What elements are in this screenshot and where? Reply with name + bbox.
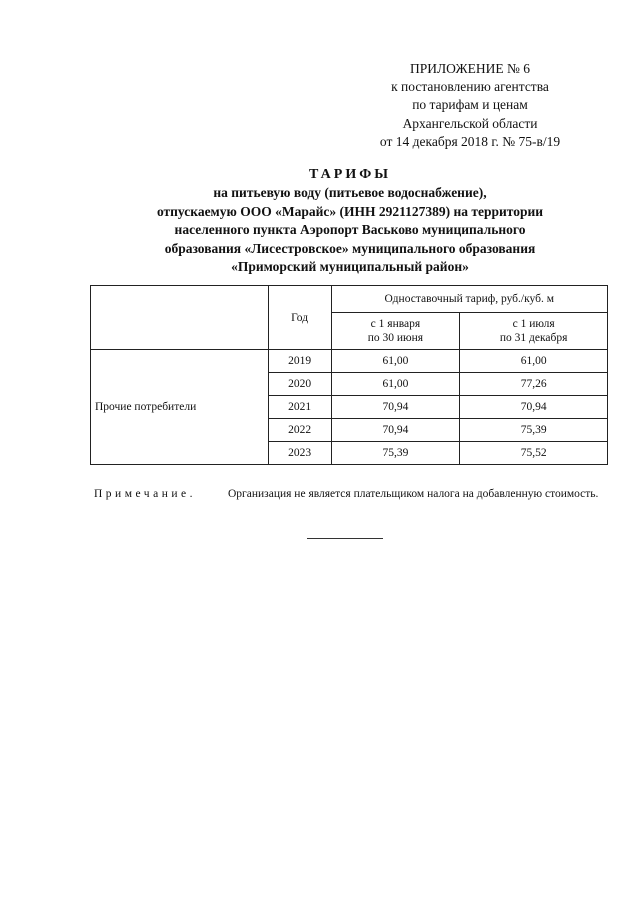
tariff-cell: 61,00 [460, 350, 608, 373]
period-end: по 31 декабря [499, 332, 568, 344]
tariff-cell: 75,39 [460, 419, 608, 442]
tariff-cell: 70,94 [331, 419, 460, 442]
tariff-cell: 77,26 [460, 373, 608, 396]
title-line: населенного пункта Аэропорт Васьково муниципального [174, 222, 526, 238]
tariff-header-cell: Одноставочный тариф, руб./куб. м [331, 286, 607, 313]
period-header-cell [460, 313, 608, 350]
consumer-cell: Прочие потребители [91, 350, 269, 465]
period-start: с 1 января [370, 318, 421, 330]
table-row [91, 350, 608, 373]
table-header-row [91, 286, 608, 313]
note-text: Организация не является плательщиком налога на добавленную стоимость. [228, 488, 599, 500]
tariff-cell: 70,94 [331, 396, 460, 419]
title-line: на питьевую воду (питьевое водоснабжение), [213, 185, 487, 201]
year-cell: 2019 [268, 350, 331, 373]
year-cell: 2022 [268, 419, 331, 442]
appendix-date-line: от 14 декабря 2018 г. № 75-в/19 [379, 133, 561, 149]
tariff-cell: 61,00 [331, 373, 460, 396]
closing-rule [307, 538, 383, 539]
title-line: отпускаемую ООО «Марайс» (ИНН 2921127389) на территории [156, 203, 544, 219]
appendix-number: ПРИЛОЖЕНИЕ № 6 [409, 61, 531, 76]
year-cell: 2021 [268, 396, 331, 419]
note-label: Примечание. [94, 488, 196, 500]
appendix-reference-line: к постановлению агентства [391, 79, 549, 95]
title-line: образования «Лисестровское» муниципального образования [164, 240, 536, 256]
tariff-table [90, 285, 608, 465]
appendix-reference-line: Архангельской области [402, 115, 538, 131]
tariff-cell: 75,39 [331, 442, 460, 465]
tariff-cell: 70,94 [460, 396, 608, 419]
title-main: ТАРИФЫ [309, 167, 391, 182]
tariff-cell: 75,52 [460, 442, 608, 465]
tariff-cell: 61,00 [331, 350, 460, 373]
period-end: по 30 июня [367, 332, 424, 344]
year-header-cell: Год [268, 286, 331, 350]
period-header-cell [331, 313, 460, 350]
year-cell: 2020 [268, 373, 331, 396]
title-line: «Приморский муниципальный район» [231, 259, 469, 275]
period-start: с 1 июля [512, 318, 555, 330]
appendix-reference-line: по тарифам и ценам [412, 97, 528, 113]
appendix-header [340, 60, 600, 151]
document-title [90, 166, 610, 276]
consumer-header-cell [91, 286, 269, 350]
year-cell: 2023 [268, 442, 331, 465]
